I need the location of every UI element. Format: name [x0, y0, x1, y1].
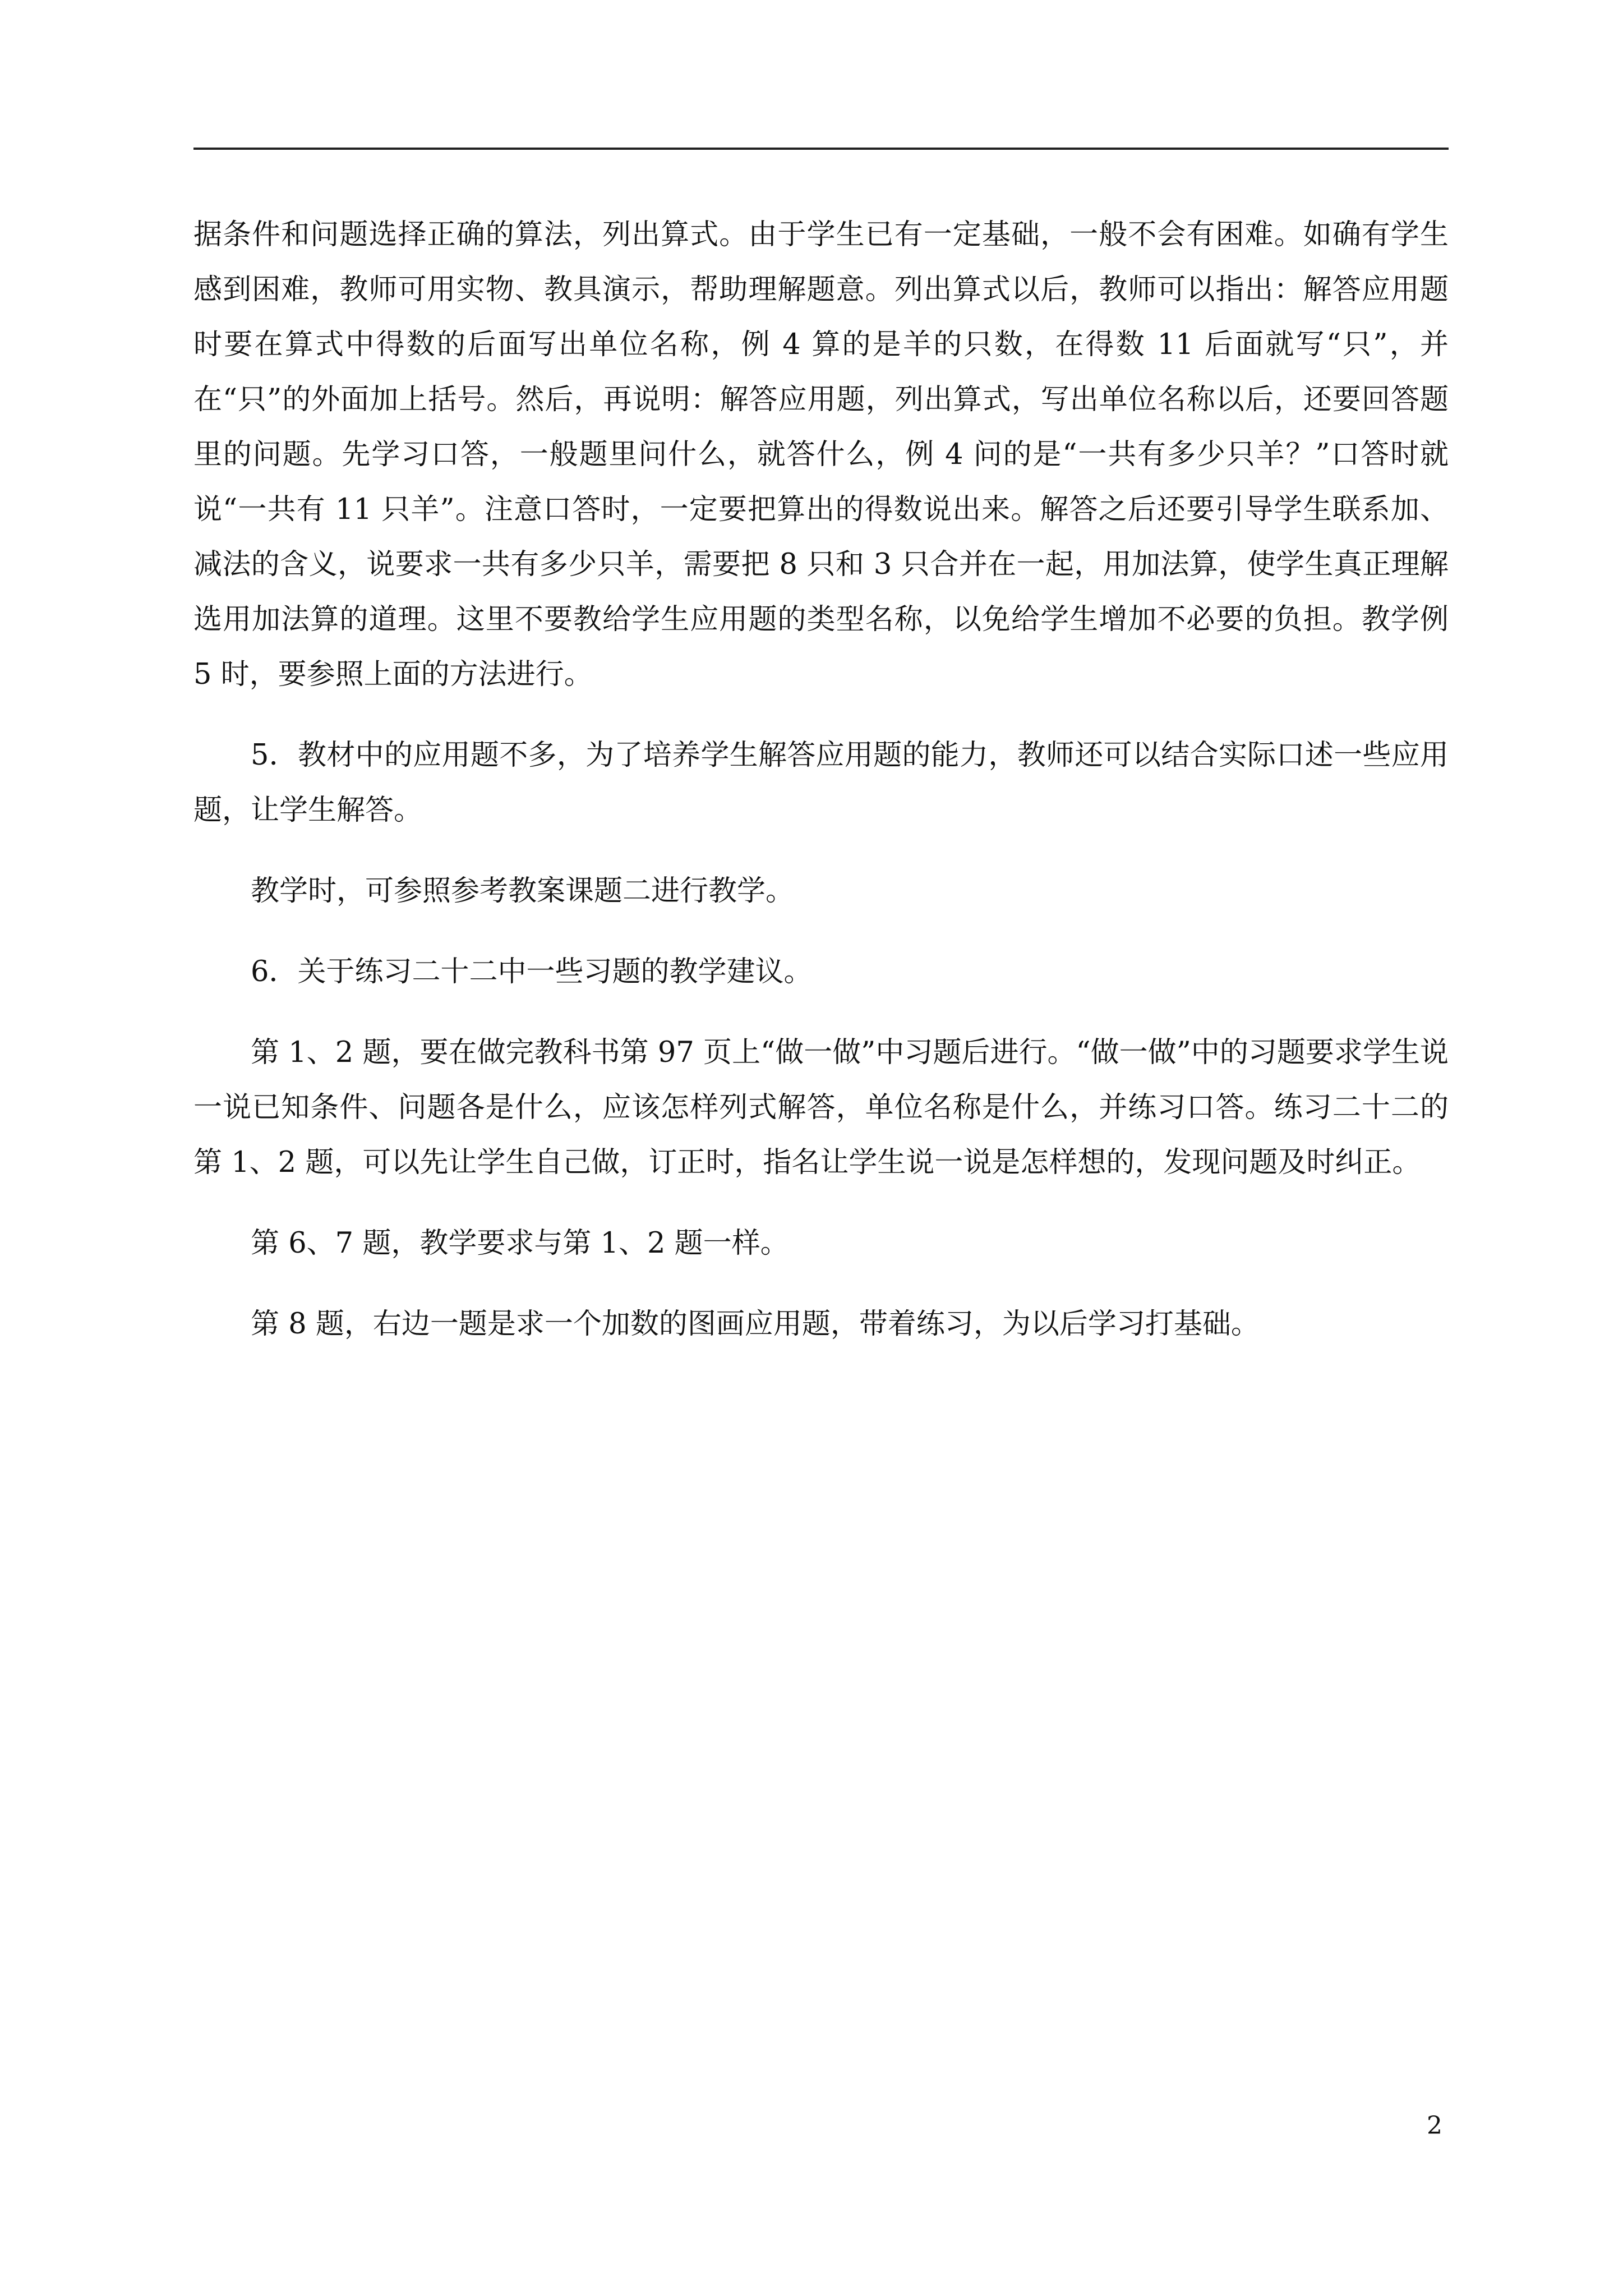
body-text — [193, 208, 1449, 1352]
paragraph-item-5: 5．教材中的应用题不多，为了培养学生解答应用题的能力，教师还可以结合实际口述一些应用题，让学生解答。 — [193, 739, 1449, 827]
paragraph-exercise-8: 第 8 题，右边一题是求一个加数的图画应用题，带着练习，为以后学习打基础。 — [251, 1308, 1260, 1341]
paragraph-continued: 据条件和问题选择正确的算法，列出算式。由于学生已有一定基础，一般不会有困难。如确有学生感到困难，教师可用实物、教具演示，帮助理解题意。列出算式以后，教师可以指出：解答应用题时要在算式中得数的后面写出单位名称，例 4 算的是羊的只数，在得数 11 后面就写“只”，并在“只”的外面加上括号。然后，再说明：解答应用题，列出算式，写出单位名称以后，还要回答题里的问题。先学习口答，一般题里问什么，就答什么，例 4 问的是“一共有多少只羊？”口答时就说“一共有 11 只羊”。注意口答时，一定要把算出的得数说出来。解答之后还要引导学生联系加、减法的含义，说要求一共有多少只羊，需要把 8 只和 3 只合并在一起，用加法算，使学生真正理解选用加法算的道理。这里不要教给学生应用题的类型名称，以免给学生增加不必要的负担。教学例 5 时，要参照上面的方法进行。 — [193, 218, 1449, 691]
paragraph-item-6: 6．关于练习二十二中一些习题的教学建议。 — [251, 955, 813, 988]
page-number: 2 — [1427, 2111, 1442, 2140]
paragraph-teaching-note: 教学时，可参照参考教案课题二进行教学。 — [251, 875, 795, 908]
paragraph-exercise-6-7: 第 6、7 题，教学要求与第 1、2 题一样。 — [251, 1227, 789, 1260]
header-rule — [193, 148, 1449, 150]
paragraph-exercise-1-2: 第 1、2 题，要在做完教科书第 97 页上“做一做”中习题后进行。“做一做”中的习题要求学生说一说已知条件、问题各是什么，应该怎样列式解答，单位名称是什么，并练习口答。练习二十二的第 1、2 题，可以先让学生自己做，订正时，指名让学生说一说是怎样想的，发现问题及时纠正。 — [193, 1036, 1449, 1179]
